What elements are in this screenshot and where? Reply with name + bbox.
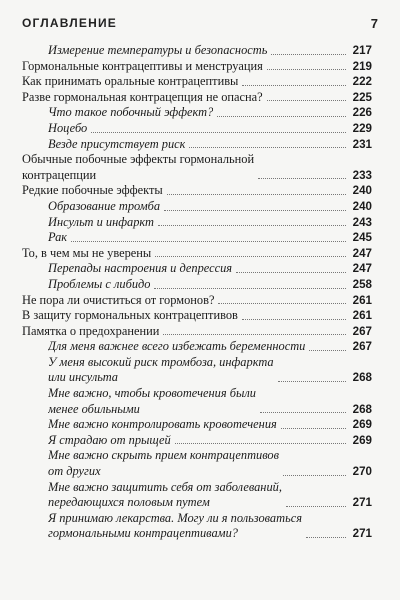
toc-entry-page: 269 (352, 433, 372, 447)
toc-dot-leader (164, 210, 346, 211)
toc-dot-leader (267, 100, 346, 101)
toc-entry[interactable] (22, 448, 372, 479)
page-number: 7 (370, 15, 378, 31)
toc-entry[interactable] (22, 43, 372, 59)
toc-entry-page: 261 (352, 293, 372, 307)
toc-entry[interactable] (22, 121, 372, 137)
toc-entry-title-line: Ноцебо (48, 120, 88, 135)
toc-entry-title-line: от других (48, 464, 101, 479)
toc-entry[interactable] (22, 261, 372, 277)
toc-entry-page: 268 (352, 402, 372, 416)
toc-entry[interactable] (22, 152, 372, 183)
toc-entry[interactable] (22, 277, 372, 293)
toc-entry-title (22, 246, 151, 262)
toc-entry[interactable] (22, 324, 372, 340)
toc-dot-leader (189, 147, 346, 148)
toc-dot-leader (271, 54, 346, 55)
toc-dot-leader (91, 132, 346, 133)
toc-dot-leader (281, 428, 346, 429)
toc-entry[interactable] (22, 511, 372, 542)
toc-entry-page: 240 (352, 199, 372, 213)
toc-dot-leader (306, 537, 346, 538)
toc-dot-leader (154, 288, 346, 289)
toc-entry-title (48, 339, 305, 355)
toc-entry-title-line: Мне важно контролировать кровотечения (48, 417, 277, 432)
toc-dot-leader (283, 475, 346, 476)
toc-entry-title (22, 324, 159, 340)
toc-entry-page: 247 (352, 246, 372, 260)
toc-entry-title (22, 293, 214, 309)
toc-entry-title (48, 105, 213, 121)
toc-entry-title-line: передающихся половым путем (48, 495, 210, 510)
toc-entry-page: 225 (352, 90, 372, 104)
toc-entry-title (22, 152, 254, 183)
toc-entry[interactable] (22, 215, 372, 231)
toc-dot-leader (242, 85, 346, 86)
toc-entry-title-line: Обычные побочные эффекты гормональной (22, 152, 255, 167)
toc-entry[interactable] (22, 355, 372, 386)
toc-entry-title-line: Я страдаю от прыщей (48, 432, 171, 447)
toc-entry-title-line: Мне важно защитить себя от заболеваний, (48, 479, 282, 494)
toc-entry-title-line: контрацепции (22, 167, 97, 182)
toc-entry[interactable] (22, 105, 372, 121)
toc-dot-leader (236, 272, 346, 273)
toc-entry-title-line: Как принимать оральные контрацептивы (22, 74, 239, 89)
toc-entry[interactable] (22, 293, 372, 309)
toc-entry-title-line: или инсульта (48, 370, 118, 385)
toc-entry-title-line: Что такое побочный эффект? (48, 105, 214, 120)
toc-entry-page: 245 (352, 231, 372, 245)
toc-entry-page: 243 (352, 215, 372, 229)
toc-entry-page: 219 (352, 59, 372, 73)
toc-entry-title-line: Инсульт и инфаркт (48, 214, 155, 229)
toc-entry[interactable] (22, 183, 372, 199)
toc-entry[interactable] (22, 308, 372, 324)
toc-entry-page: 240 (352, 184, 372, 198)
toc-entry-title (48, 121, 87, 137)
page-header (22, 12, 378, 34)
toc-entry-page: 226 (352, 106, 372, 120)
toc-entry-title (22, 183, 163, 199)
toc-entry-title (48, 511, 302, 542)
toc-dot-leader (258, 178, 346, 179)
toc-entry-title (48, 215, 154, 231)
toc-entry-title (22, 90, 263, 106)
toc-dot-leader (278, 381, 346, 382)
toc-entry[interactable] (22, 417, 372, 433)
toc-dot-leader (309, 350, 346, 351)
toc-entry[interactable] (22, 386, 372, 417)
toc-dot-leader (163, 334, 346, 335)
toc-entry-page: 229 (352, 121, 372, 135)
toc-entry-title-line: Гормональные контрацептивы и менструация (22, 58, 263, 73)
toc-entry-page: 270 (352, 465, 372, 479)
toc-entry-page: 268 (352, 371, 372, 385)
toc-entry-page: 217 (352, 44, 372, 57)
toc-entry-title (48, 230, 67, 246)
toc-entry-title-line: гормональными контрацептивами? (48, 526, 238, 541)
toc-entry-page: 267 (352, 340, 372, 354)
toc-entry-title-line: Редкие побочные эффекты (22, 183, 163, 198)
toc-entry-title (22, 74, 238, 90)
toc-entry[interactable] (22, 199, 372, 215)
toc-entry-title-line: Я принимаю лекарства. Могу ли я пользоваться (48, 510, 302, 525)
toc-dot-leader (71, 241, 346, 242)
toc-entry[interactable] (22, 480, 372, 511)
toc-entry-title (48, 386, 256, 417)
toc-entry[interactable] (22, 246, 372, 262)
toc-entry[interactable] (22, 59, 372, 75)
toc-entry-page: 271 (352, 527, 372, 541)
toc-entry-title-line: Мне важно скрыть прием контрацептивов (48, 448, 280, 463)
toc-entry-page: 233 (352, 168, 372, 182)
toc-dot-leader (260, 412, 346, 413)
toc-entry-page: 267 (352, 324, 372, 338)
toc-dot-leader (175, 443, 346, 444)
toc-entry-title-line: Везде присутствует риск (48, 136, 186, 151)
toc-entry-title (48, 261, 232, 277)
toc-entry-title (48, 277, 150, 293)
toc-entry-title-line: Измерение температуры и безопасность (48, 43, 268, 57)
toc-dot-leader (286, 506, 346, 507)
toc-entry[interactable] (22, 137, 372, 153)
toc-entry-page: 269 (352, 418, 372, 432)
toc-entry-title (48, 199, 160, 215)
toc-entry-title-line: Разве гормональная контрацепция не опасна? (22, 89, 263, 104)
toc-entry-page: 247 (352, 262, 372, 276)
toc-entry-title-line: Образование тромба (48, 198, 161, 213)
toc-dot-leader (218, 303, 346, 304)
toc-entry-title-line: У меня высокий риск тромбоза, инфаркта (48, 354, 274, 369)
toc-entry-page: 271 (352, 496, 372, 510)
toc-dot-leader (242, 319, 346, 320)
table-of-contents (22, 43, 372, 542)
toc-entry-title (48, 480, 282, 511)
toc-entry-title (48, 448, 279, 479)
toc-dot-leader (167, 194, 346, 195)
toc-entry-title-line: Памятка о предохранении (22, 323, 160, 338)
toc-dot-leader (267, 69, 346, 70)
toc-entry-page: 258 (352, 277, 372, 291)
toc-entry-title-line: То, в чем мы не уверены (22, 245, 152, 260)
toc-entry-title (48, 137, 185, 153)
toc-entry-title (48, 417, 277, 433)
toc-entry-title-line: Не пора ли очиститься от гормонов? (22, 292, 215, 307)
toc-entry-title (22, 59, 263, 75)
toc-dot-leader (217, 116, 346, 117)
toc-entry-title (48, 355, 274, 386)
toc-entry[interactable] (22, 339, 372, 355)
toc-entry-title (22, 308, 238, 324)
toc-entry-page: 261 (352, 309, 372, 323)
section-title: ОГЛАВЛЕНИЕ (22, 16, 118, 30)
toc-entry-title (48, 43, 267, 59)
toc-entry-title-line: Для меня важнее всего избежать беременности (48, 339, 306, 354)
toc-entry-page: 222 (352, 75, 372, 89)
toc-entry-title (48, 433, 171, 449)
toc-entry[interactable] (22, 90, 372, 106)
toc-entry[interactable] (22, 230, 372, 246)
toc-entry-title-line: Мне важно, чтобы кровотечения были (48, 386, 256, 401)
toc-entry-title-line: Перепады настроения и депрессия (48, 261, 233, 276)
toc-entry-page: 231 (352, 137, 372, 151)
toc-entry-title-line: Рак (48, 230, 68, 245)
toc-entry-title-line: Проблемы с либидо (48, 276, 151, 291)
toc-dot-leader (158, 225, 346, 226)
toc-entry[interactable] (22, 433, 372, 449)
toc-entry[interactable] (22, 74, 372, 90)
toc-dot-leader (155, 256, 346, 257)
toc-entry-title-line: В защиту гормональных контрацептивов (22, 308, 238, 323)
toc-entry-title-line: менее обильными (48, 401, 140, 416)
